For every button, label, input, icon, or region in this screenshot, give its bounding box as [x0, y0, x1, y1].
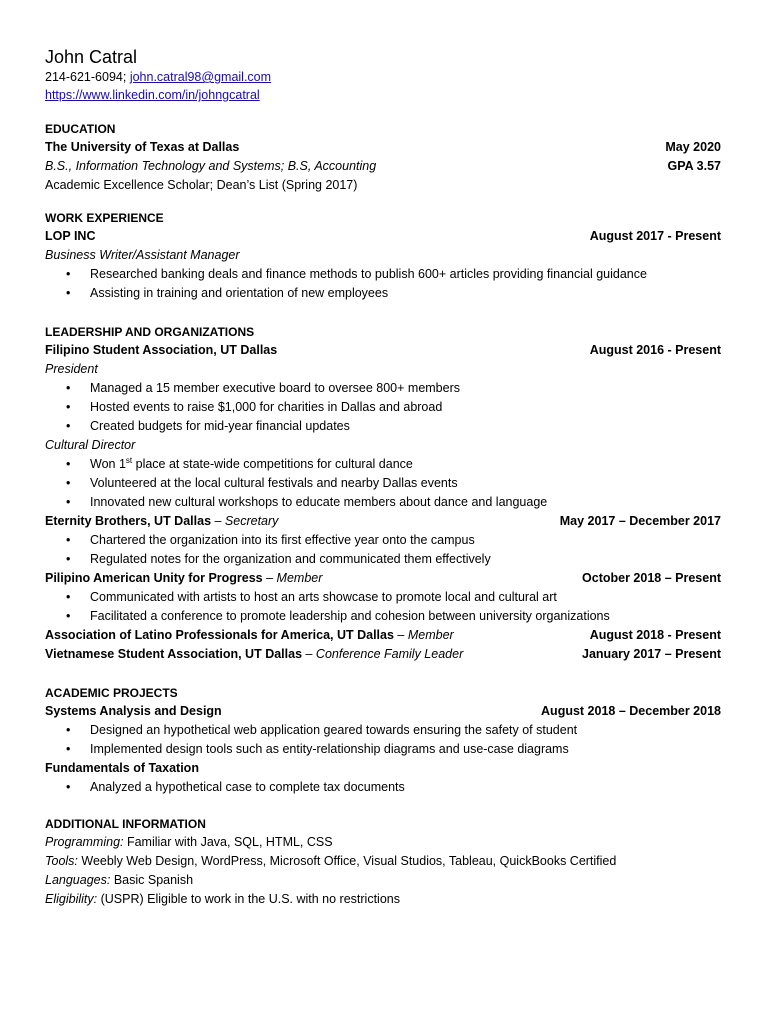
list-item: • Implemented design tools such as entity-relationship diagrams and use-case diagrams [45, 740, 721, 759]
eb-org: Eternity Brothers, UT Dallas [45, 514, 212, 528]
leadership-heading: LEADERSHIP AND ORGANIZATIONS [45, 325, 255, 339]
eligibility-label: Eligibility: [45, 892, 98, 906]
pau-role: – Member [262, 571, 323, 585]
work-org: LOP INC [45, 229, 96, 243]
fsa-org: Filipino Student Association, UT Dallas [45, 343, 278, 357]
alpfa-org: Association of Latino Professionals for America, UT Dallas [45, 628, 394, 642]
alpfa-date: August 2018 - Present [589, 628, 721, 642]
pau-row [45, 569, 721, 588]
education-school-row [45, 138, 721, 157]
pau-org: Pilipino American Unity for Progress [45, 571, 263, 585]
email-link[interactable]: john.catral98@gmail.com [129, 70, 272, 84]
degree: B.S., Information Technology and Systems; B.S, Accounting [45, 159, 377, 173]
list-item: • Hosted events to raise $1,000 for charities in Dallas and abroad [45, 398, 721, 417]
sad-bullets [45, 721, 721, 759]
fsa-role-president: President [45, 362, 98, 376]
list-item: • Assisting in training and orientation of new employees [45, 284, 721, 303]
vsa-date: January 2017 – Present [582, 647, 721, 661]
work-heading: WORK EXPERIENCE [45, 211, 164, 225]
list-item: • Innovated new cultural workshops to educate members about dance and language [45, 493, 721, 512]
pau-date: October 2018 – Present [582, 571, 721, 585]
education-heading: EDUCATION [45, 122, 116, 136]
sad-title: Systems Analysis and Design [45, 704, 222, 718]
languages-value: Basic Spanish [110, 873, 194, 887]
eb-date: May 2017 – December 2017 [559, 514, 721, 528]
additional-heading: ADDITIONAL INFORMATION [45, 817, 206, 831]
fsa-president-bullets [45, 379, 721, 436]
sad-date: August 2018 – December 2018 [541, 704, 721, 718]
education-honors: Academic Excellence Scholar; Dean’s List (Spring 2017) [45, 178, 358, 192]
list-item: • Chartered the organization into its first effective year onto the campus [45, 531, 721, 550]
languages-label: Languages: [45, 873, 111, 887]
fsa-row [45, 341, 721, 360]
contact-line [45, 68, 721, 86]
candidate-name: John Catral [45, 47, 138, 67]
phone-number: 214-621-6094; [45, 70, 127, 84]
eb-row [45, 512, 721, 531]
sad-row [45, 702, 721, 721]
resume-page [45, 46, 721, 909]
vsa-row [45, 645, 721, 664]
bullet-text-post: place at state-wide competitions for cultural dance [132, 457, 413, 471]
additional-programming [45, 833, 721, 852]
list-item: • Analyzed a hypothetical case to complete tax documents [45, 778, 721, 797]
list-item: • Volunteered at the local cultural festivals and nearby Dallas events [45, 474, 721, 493]
fsa-date: August 2016 - Present [589, 343, 721, 357]
list-item: • Facilitated a conference to promote leadership and cohesion between university organizations [45, 607, 721, 626]
tax-bullets [45, 778, 721, 797]
list-item: • Communicated with artists to host an arts showcase to promote local and cultural art [45, 588, 721, 607]
fsa-cultural-bullets [45, 455, 721, 512]
bullet-text-pre: Won 1 [90, 457, 126, 471]
eligibility-value: (USPR) Eligible to work in the U.S. with no restrictions [97, 892, 400, 906]
list-item: • Regulated notes for the organization and communicated them effectively [45, 550, 721, 569]
graduation-date: May 2020 [665, 140, 721, 154]
additional-tools [45, 852, 721, 871]
vsa-org: Vietnamese Student Association, UT Dallas [45, 647, 303, 661]
education-degree-row [45, 157, 721, 176]
alpfa-row [45, 626, 721, 645]
tools-label: Tools: [45, 854, 78, 868]
additional-eligibility [45, 890, 721, 909]
eb-title [45, 512, 278, 531]
pau-bullets [45, 588, 721, 626]
vsa-title [45, 645, 463, 664]
pau-title [45, 569, 322, 588]
eb-role: – Secretary [211, 514, 279, 528]
gpa: GPA 3.57 [667, 159, 721, 173]
additional-languages [45, 871, 721, 890]
list-item: • Managed a 15 member executive board to oversee 800+ members [45, 379, 721, 398]
list-item: • Created budgets for mid-year financial updates [45, 417, 721, 436]
list-item [45, 455, 721, 474]
alpfa-role: – Member [393, 628, 454, 642]
eb-bullets [45, 531, 721, 569]
programming-label: Programming: [45, 835, 124, 849]
work-role: Business Writer/Assistant Manager [45, 248, 240, 262]
list-item: • Researched banking deals and finance methods to publish 600+ articles providing financial guidance [45, 265, 721, 284]
linkedin-link[interactable]: https://www.linkedin.com/in/johngcatral [45, 88, 260, 102]
ordinal-suffix: st [125, 455, 133, 465]
list-item: • Designed an hypothetical web application geared towards ensuring the safety of student [45, 721, 721, 740]
programming-value: Familiar with Java, SQL, HTML, CSS [123, 835, 333, 849]
work-bullets [45, 265, 721, 303]
tax-title: Fundamentals of Taxation [45, 761, 199, 775]
projects-heading: ACADEMIC PROJECTS [45, 686, 178, 700]
fsa-role-cultural-director: Cultural Director [45, 438, 136, 452]
work-date: August 2017 - Present [589, 229, 721, 243]
tools-value: Weebly Web Design, WordPress, Microsoft Office, Visual Studios, Tableau, QuickBooks Certified [77, 854, 617, 868]
vsa-role: – Conference Family Leader [302, 647, 464, 661]
linkedin-line [45, 86, 721, 104]
alpfa-title [45, 626, 454, 645]
work-org-row [45, 227, 721, 246]
school-name: The University of Texas at Dallas [45, 140, 240, 154]
